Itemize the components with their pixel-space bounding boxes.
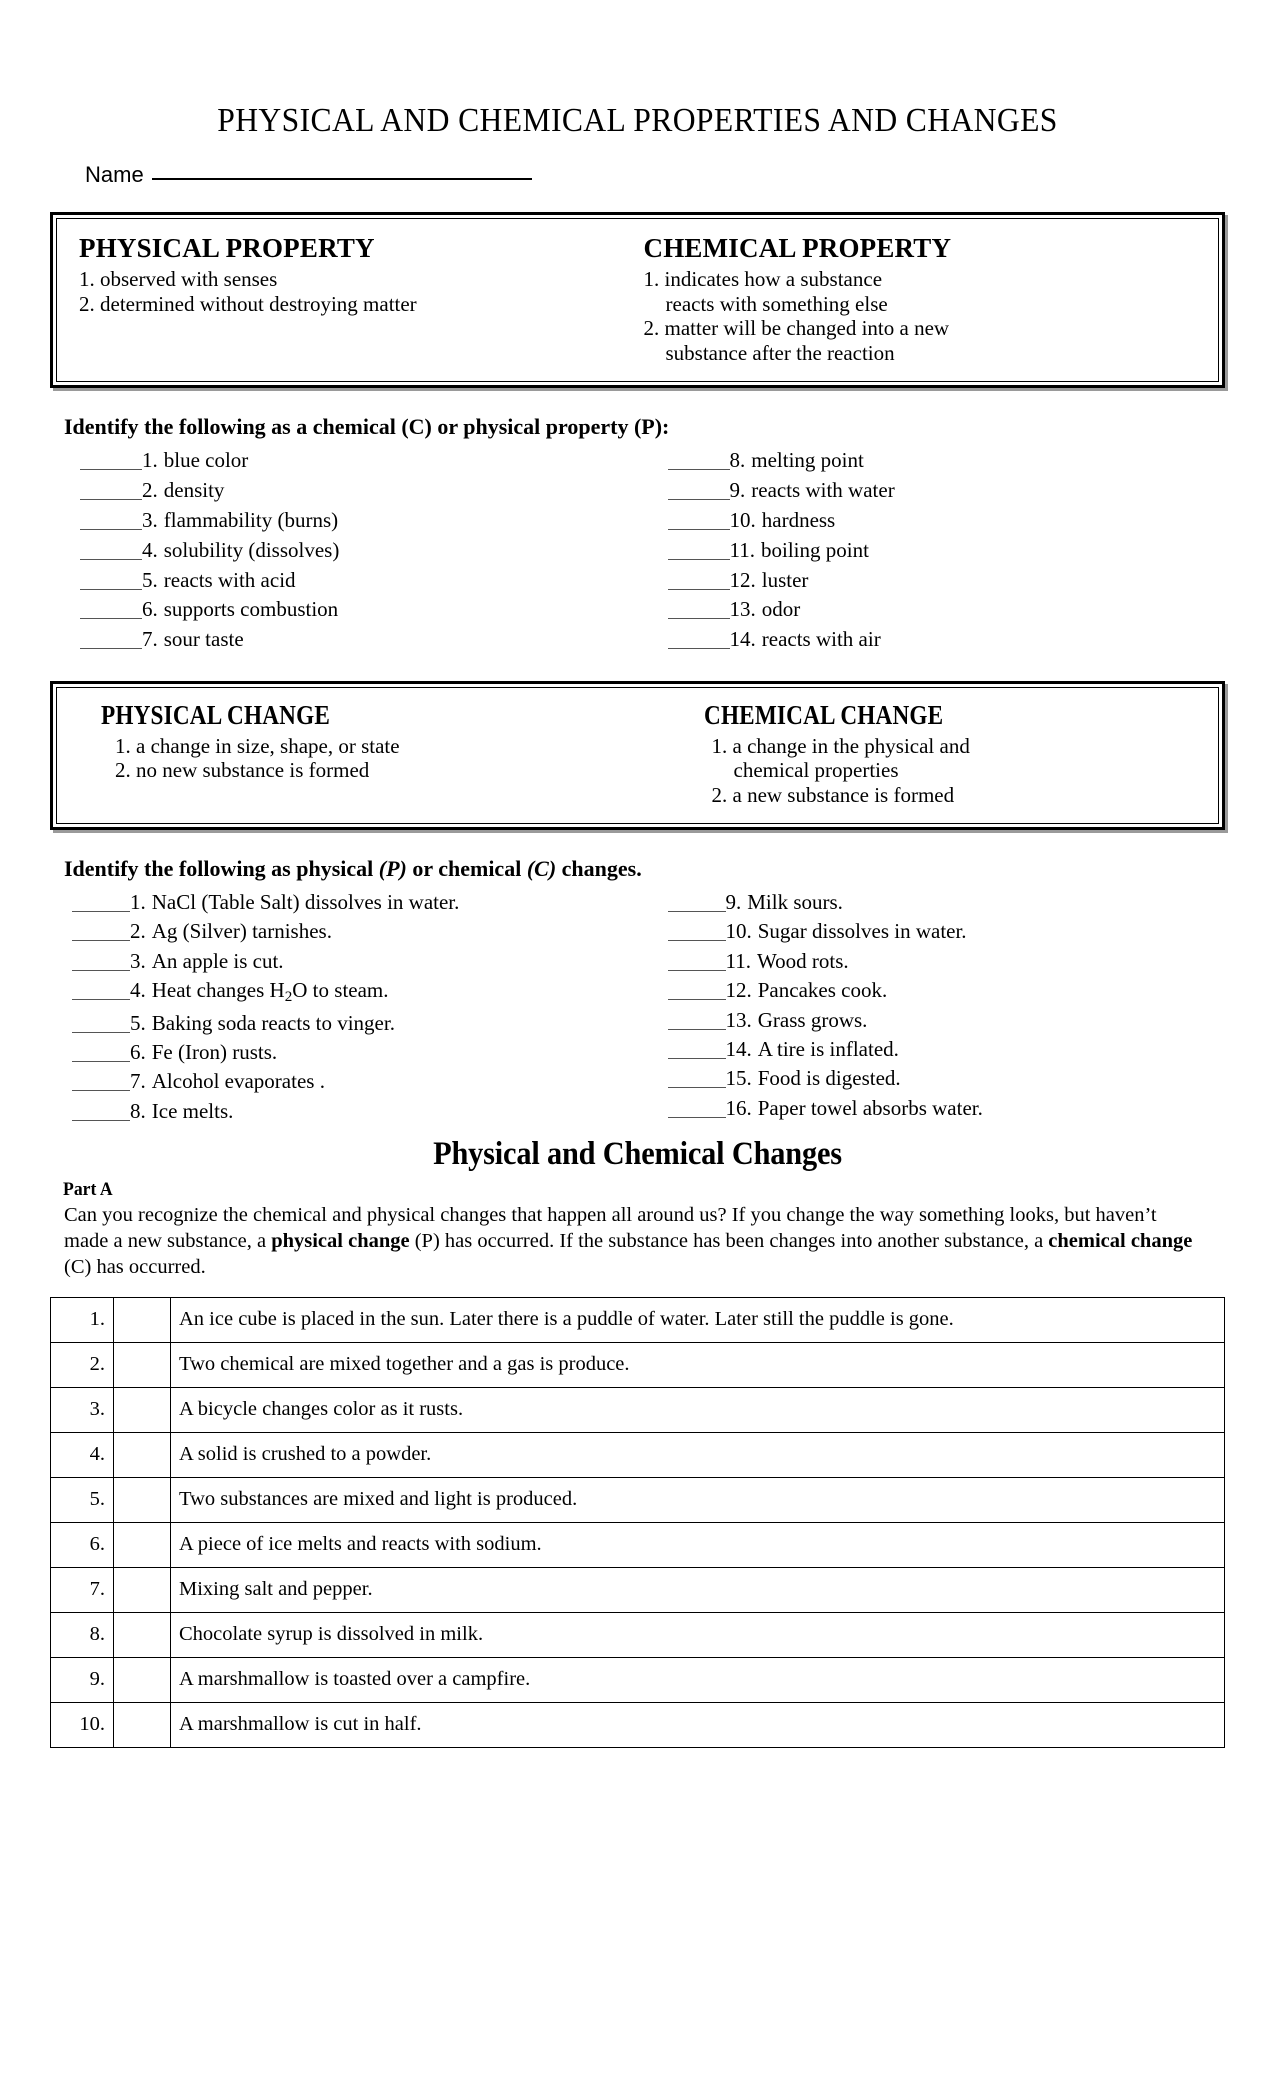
item-text: density [163,478,225,503]
change-definition-box [50,681,1225,830]
list-item [668,947,1226,976]
item-number: 2. [711,782,728,807]
item-text: Fe (Iron) rusts. [151,1039,278,1064]
physical-property-column [79,233,638,316]
row-number: 7. [51,1567,114,1612]
item-text: Sugar dissolves in water. [757,919,967,944]
item-text: supports combustion [163,597,339,622]
item-number: 1. [142,448,158,473]
row-answer-cell[interactable] [114,1432,171,1477]
property-items-left [50,446,638,655]
chemical-property-column [638,233,1197,365]
row-description: A bicycle changes color as it rusts. [171,1387,1225,1432]
row-number: 8. [51,1612,114,1657]
item-text: A tire is inflated. [757,1036,899,1061]
list-item [668,976,1226,1005]
row-number: 4. [51,1432,114,1477]
list-item [72,1097,638,1126]
row-number: 9. [51,1657,114,1702]
answer-blank[interactable] [72,1061,130,1062]
property-answer-lists [50,446,1225,655]
item-number: 5. [142,567,158,592]
item-number: 2. [643,316,660,341]
list-item [79,292,638,317]
row-description: Chocolate syrup is dissolved in milk. [171,1612,1225,1657]
table-row [51,1612,1225,1657]
property-list-left [50,446,638,655]
item-number: 2. [130,919,146,944]
list-item [72,1009,638,1038]
row-description: A marshmallow is toasted over a campfire. [171,1657,1225,1702]
item-text: boiling point [760,537,869,562]
answer-blank[interactable] [80,618,142,619]
change-items-right [638,888,1226,1123]
item-text: hardness [761,507,836,532]
item-text-continued: reacts with something else [665,291,888,316]
list-item [80,566,638,596]
item-number: 6. [142,597,158,622]
part-a-label: Part A [63,1179,113,1201]
row-answer-cell[interactable] [114,1387,171,1432]
prompt-part-3: changes. [556,856,642,882]
row-answer-cell[interactable] [114,1297,171,1342]
item-text: Pancakes cook. [757,978,888,1003]
paragraph-text-2: (P) has occurred. If the substance has been changes into another substance, a [409,1229,1049,1252]
answer-blank[interactable] [668,648,730,649]
item-text: observed with senses [100,267,278,291]
list-item [668,1064,1226,1093]
list-item [668,1035,1226,1064]
item-text: no new substance is formed [136,758,370,783]
answer-blank[interactable] [72,940,130,941]
item-text: Heat changes $H_2O$ to steam. [151,978,389,1006]
item-text: blue color [163,448,249,473]
list-item [80,446,638,476]
answer-blank[interactable] [668,1029,726,1030]
row-answer-cell[interactable] [114,1522,171,1567]
prompt-part-2: or chemical [406,856,527,882]
item-number: 7. [130,1069,146,1094]
table-row [51,1567,1225,1612]
change-identify-prompt [50,856,1225,882]
table-body [51,1297,1225,1747]
item-number: 13. [729,597,756,622]
table-row [51,1342,1225,1387]
item-text: Ice melts. [151,1098,234,1123]
item-text: solubility (dissolves) [163,537,340,562]
item-text: determined without destroying matter [100,291,417,316]
list-item [72,1038,638,1067]
list-item [712,783,1197,807]
item-text: flammability (burns) [163,507,339,532]
row-description: Two chemical are mixed together and a gas is produce. [171,1342,1225,1387]
prompt-physical-abbrev: (P) [378,856,407,882]
list-item [72,888,638,917]
item-text: melting point [751,448,864,473]
row-answer-cell[interactable] [114,1567,171,1612]
list-item [668,476,1226,506]
list-item [80,476,638,506]
item-number: 11. [725,948,751,973]
row-description: A marshmallow is cut in half. [171,1702,1225,1747]
answer-blank[interactable] [80,648,142,649]
list-item [79,267,638,292]
list-item [72,1067,638,1096]
item-number: 13. [725,1007,752,1032]
item-number: 3. [130,948,146,973]
answer-blank[interactable] [72,1032,130,1033]
item-number: 8. [130,1098,146,1123]
answer-blank[interactable] [80,589,142,590]
list-item [668,595,1226,625]
item-number: 2. [142,478,158,503]
answer-blank[interactable] [668,589,730,590]
item-text: Baking soda reacts to vinger. [151,1010,395,1035]
physical-property-list [79,267,638,316]
chemical-change-list [704,734,1197,807]
answer-blank[interactable] [80,559,142,560]
physical-property-heading: PHYSICAL PROPERTY [79,233,375,263]
answer-blank[interactable] [72,970,130,971]
name-field-row [50,162,1225,188]
answer-blank[interactable] [668,469,730,470]
property-items-right [638,446,1226,655]
list-item [668,625,1226,655]
item-text: Milk sours. [747,890,843,915]
item-number: 1. [643,267,660,291]
part-a-paragraph [50,1203,1225,1280]
item-text: reacts with air [761,627,881,652]
answer-blank[interactable] [72,911,130,912]
physical-change-list [101,734,638,783]
list-item [668,536,1226,566]
paragraph-text-1: Can you recognize the chemical and physical changes that happen all around us? If you change the way something looks, but haven’t made a new substance, a [64,1204,1157,1252]
row-answer-cell[interactable] [114,1657,171,1702]
item-number: 14. [725,1036,752,1061]
item-number: 7. [142,627,158,652]
change-list-left [50,888,638,1126]
item-text: odor [761,597,801,622]
row-number: 2. [51,1342,114,1387]
item-text: Food is digested. [757,1066,901,1091]
property-list-right [638,446,1226,655]
paragraph-text-3: (C) has occurred. [64,1255,206,1278]
row-number: 3. [51,1387,114,1432]
item-number: 10. [725,919,752,944]
table-row [51,1387,1225,1432]
change-answer-lists [50,888,1225,1126]
item-text: Alcohol evaporates . [151,1069,325,1094]
table-row [51,1432,1225,1477]
list-item [668,888,1226,917]
item-number: 12. [729,567,756,592]
prompt-part-1: Identify the following as physical [64,856,379,882]
item-number: 1. [711,733,728,758]
item-number: 4. [130,978,146,1003]
row-description: A solid is crushed to a powder. [171,1432,1225,1477]
item-number: 9. [725,890,742,915]
list-item [115,734,638,758]
changes-question-table [50,1297,1225,1748]
item-number: 3. [142,507,158,532]
item-text-continued: chemical properties [733,758,899,783]
answer-blank[interactable] [668,911,726,912]
answer-blank[interactable] [668,940,726,941]
property-definition-box [50,212,1225,388]
answer-blank[interactable] [668,970,726,971]
item-number: 12. [725,978,752,1003]
item-number: 6. [130,1039,146,1064]
page-title: PHYSICAL AND CHEMICAL PROPERTIES AND CHANGES [217,102,1058,139]
paragraph-bold-chemical-change: chemical change [1048,1229,1193,1252]
change-items-left [50,888,638,1126]
list-item [115,758,638,782]
item-number: 2. [79,291,95,316]
item-text-continued: substance after the reaction [665,340,895,365]
chemical-property-list [644,267,1197,365]
chemical-property-heading: CHEMICAL PROPERTY [643,233,952,263]
item-text: a new substance is formed [732,782,955,807]
answer-blank[interactable] [668,529,730,530]
row-answer-cell[interactable] [114,1342,171,1387]
paragraph-bold-physical-change: physical change [271,1229,410,1252]
item-number: 1. [115,733,131,758]
list-item [668,566,1226,596]
item-number: 4. [142,537,158,562]
physical-change-column [79,700,638,783]
list-item [668,1006,1226,1035]
list-item [644,267,1197,316]
answer-blank[interactable] [72,1120,130,1121]
list-item [712,734,1197,783]
list-item [80,506,638,536]
item-number: 15. [725,1066,752,1091]
list-item [72,917,638,946]
item-text: An apple is cut. [151,948,284,973]
item-number: 5. [130,1010,146,1035]
list-item [80,625,638,655]
item-number: 14. [729,627,756,652]
answer-blank[interactable] [668,1058,726,1059]
answer-blank[interactable] [668,1087,726,1088]
item-text: matter will be changed into a new [664,316,950,341]
name-input-rule[interactable] [152,177,532,180]
physical-change-heading: PHYSICAL CHANGE [101,699,331,730]
table-row [51,1522,1225,1567]
answer-blank[interactable] [72,1090,130,1091]
item-number: 11. [729,537,755,562]
item-text: reacts with water [751,478,895,503]
answer-blank[interactable] [668,1117,726,1118]
answer-blank[interactable] [72,999,130,1000]
row-description: An ice cube is placed in the sun. Later there is a puddle of water. Later still the puddle is gone. [171,1297,1225,1342]
chemical-change-column [638,700,1197,807]
list-item [668,506,1226,536]
answer-blank[interactable] [668,618,730,619]
item-number: 1. [130,890,146,915]
change-list-right [638,888,1226,1126]
item-text: Grass grows. [757,1007,868,1032]
row-description: A piece of ice melts and reacts with sodium. [171,1522,1225,1567]
item-number: 10. [729,507,756,532]
item-number: 2. [115,758,131,783]
list-item [668,1094,1226,1123]
item-text: sour taste [163,627,244,652]
list-item [72,976,638,1008]
list-item [72,947,638,976]
row-number: 1. [51,1297,114,1342]
item-text: indicates how a substance [664,267,883,291]
item-text: Wood rots. [756,948,849,973]
list-item [668,446,1226,476]
row-number: 5. [51,1477,114,1522]
answer-blank[interactable] [668,499,730,500]
row-number: 6. [51,1522,114,1567]
row-answer-cell[interactable] [114,1477,171,1522]
table-row [51,1297,1225,1342]
answer-blank[interactable] [668,559,730,560]
list-item [80,536,638,566]
item-number: 9. [729,478,746,503]
list-item [668,917,1226,946]
property-identify-prompt: Identify the following as a chemical (C) or physical property (P): [64,414,670,440]
answer-blank[interactable] [80,529,142,530]
chemical-change-heading: CHEMICAL CHANGE [703,699,943,730]
list-item [80,595,638,625]
item-text: luster [761,567,809,592]
table-row [51,1702,1225,1747]
answer-blank[interactable] [668,999,726,1000]
row-number: 10. [51,1702,114,1747]
item-text: a change in the physical and [732,733,970,758]
answer-blank[interactable] [80,469,142,470]
row-description: Mixing salt and pepper. [171,1567,1225,1612]
item-number: 16. [725,1095,752,1120]
item-text: Paper towel absorbs water. [757,1095,983,1120]
list-item [644,316,1197,365]
row-answer-cell[interactable] [114,1702,171,1747]
table-row [51,1657,1225,1702]
answer-blank[interactable] [80,499,142,500]
row-answer-cell[interactable] [114,1612,171,1657]
item-text: NaCl (Table Salt) dissolves in water. [151,890,460,915]
section-heading: Physical and Chemical Changes [433,1136,842,1173]
item-number: 8. [729,448,746,473]
name-label: Name [85,162,144,187]
item-number: 1. [79,267,95,291]
prompt-chemical-abbrev: (C) [526,856,557,882]
item-text: a change in size, shape, or state [136,733,400,758]
item-text: Ag (Silver) tarnishes. [151,919,332,944]
table-row [51,1477,1225,1522]
row-description: Two substances are mixed and light is produced. [171,1477,1225,1522]
item-text: reacts with acid [163,567,296,592]
